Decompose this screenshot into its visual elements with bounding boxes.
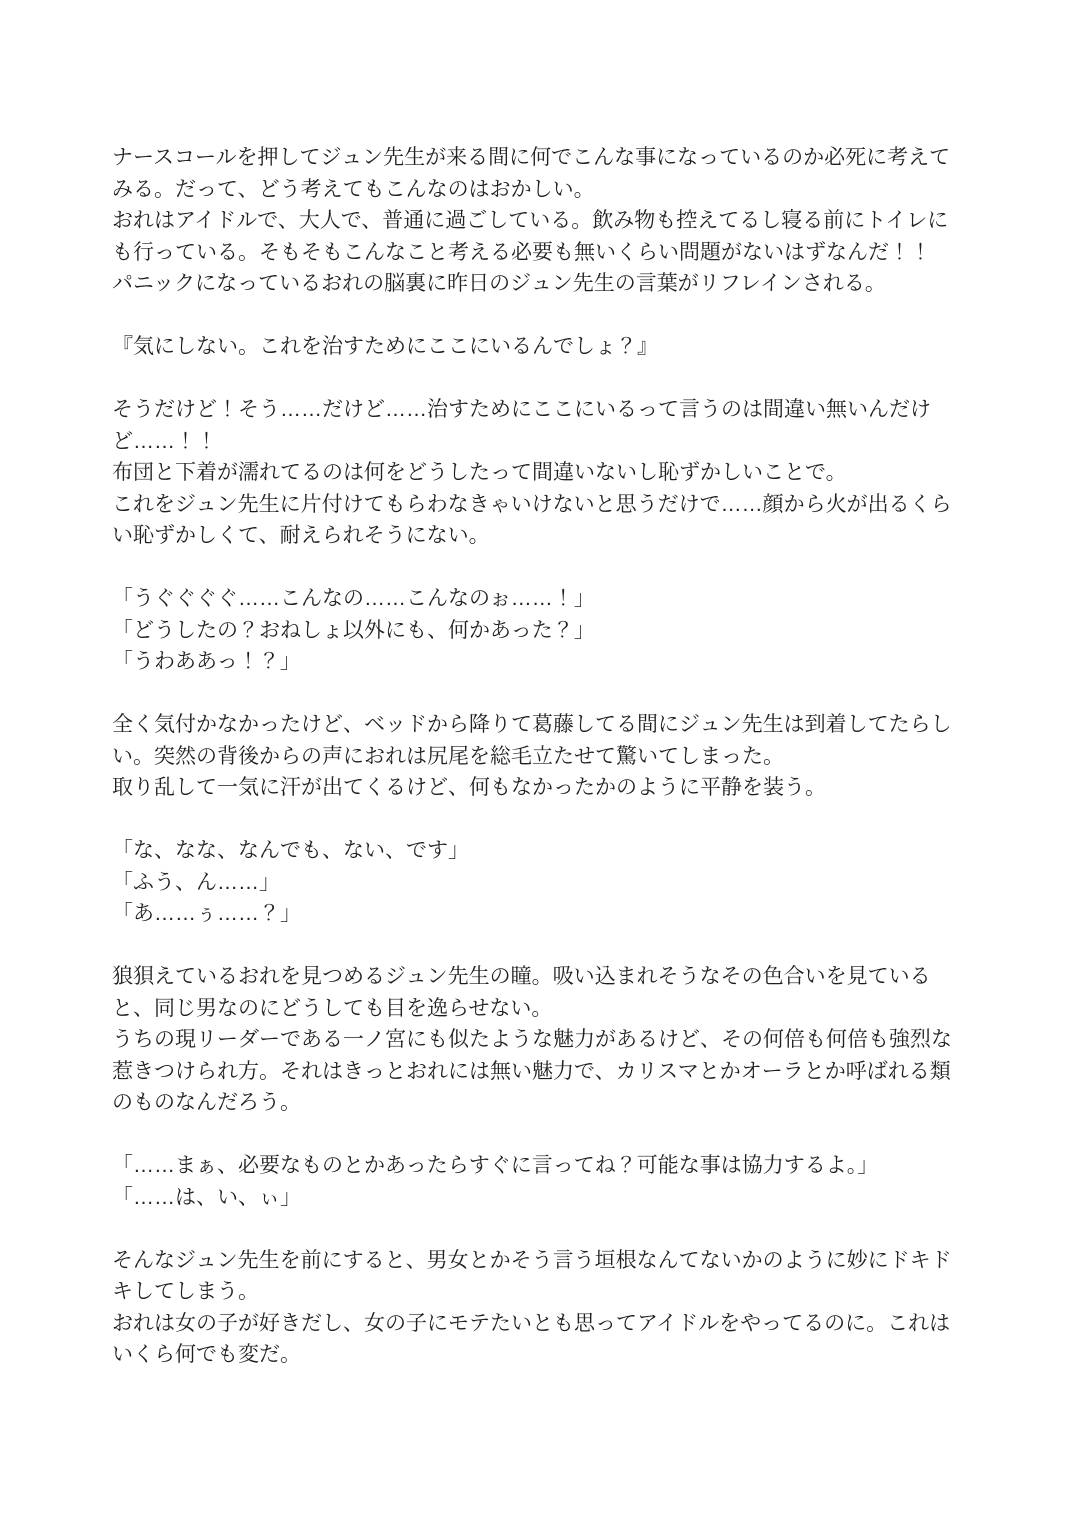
text-line: ナースコールを押してジュン先生が来る間に何でこんな事になっているのか必死に考えて bbox=[112, 146, 951, 169]
text-line: パニックになっているおれの脳裏に昨日のジュン先生の言葉がリフレインされる。 bbox=[112, 272, 886, 295]
text-line: おれはアイドルで、大人で、普通に過ごしている。飲み物も控えてるし寝る前にトイレに bbox=[112, 209, 949, 232]
text-line: 取り乱して一気に汗が出てくるけど、何もなかったかのように平静を装う。 bbox=[112, 776, 826, 799]
blank-line bbox=[112, 678, 962, 710]
text-line: そうだけど！そう……だけど……治すためにここにいるって言うのは間違い無いんだけ bbox=[112, 398, 931, 421]
blank-line bbox=[112, 1213, 962, 1245]
text-line: おれは女の子が好きだし、女の子にモテたいとも思ってアイドルをやってるのに。これは bbox=[112, 1311, 951, 1335]
text-line: い恥ずかしくて、耐えられそうにない。 bbox=[112, 524, 490, 547]
text-line: 「うぐぐぐぐ……こんなの……こんなのぉ……！」 bbox=[112, 587, 595, 610]
text-line: ど……！！ bbox=[112, 429, 217, 453]
text-line: 「あ……ぅ……？」 bbox=[112, 902, 301, 925]
text-line: 「ふう、ん……」 bbox=[112, 870, 280, 894]
blank-line bbox=[112, 552, 962, 584]
blank-line bbox=[112, 930, 962, 962]
text-line: これをジュン先生に片付けてもらわなきゃいけないと思うだけで……顔から火が出るくら bbox=[112, 492, 952, 516]
text-line: と、同じ男なのにどうしても目を逸らせない。 bbox=[112, 996, 553, 1020]
blank-line bbox=[112, 1119, 962, 1151]
story-text bbox=[112, 142, 962, 1371]
text-line: そんなジュン先生を前にすると、男女とかそう言う垣根なんてないかのように妙にドキド bbox=[112, 1248, 952, 1272]
text-line: も行っている。そもそもこんなこと考える必要も無いくらい問題がないはずなんだ！！ bbox=[112, 240, 931, 264]
text-line: 「な、なな、なんでも、ない、です」 bbox=[112, 839, 469, 862]
text-line: いくら何でも変だ。 bbox=[112, 1343, 301, 1366]
text-line: キしてしまう。 bbox=[112, 1280, 259, 1303]
blank-line bbox=[112, 300, 962, 332]
blank-line bbox=[112, 363, 962, 395]
text-line: 「うわああっ！？」 bbox=[112, 650, 301, 673]
text-line: 「どうしたの？おねしょ以外にも、何かあった？」 bbox=[112, 618, 595, 642]
text-line: みる。だって、どう考えてもこんなのはおかしい。 bbox=[112, 177, 595, 201]
text-line: 「……まぁ、必要なものとかあったらすぐに言ってね？可能な事は協力するよ。」 bbox=[112, 1154, 879, 1177]
text-line: い。突然の背後からの声におれは尻尾を総毛立たせて驚いてしまった。 bbox=[112, 744, 784, 768]
text-line: 布団と下着が濡れてるのは何をどうしたって間違いないし恥ずかしいことで。 bbox=[112, 461, 847, 484]
text-line: うちの現リーダーである一ノ宮にも似たような魅力があるけど、その何倍も何倍も強烈な bbox=[112, 1028, 952, 1051]
text-line: 「……は、い、ぃ」 bbox=[112, 1185, 301, 1209]
text-line: 惹きつけられ方。それはきっとおれには無い魅力で、カリスマとかオーラとか呼ばれる類 bbox=[112, 1059, 951, 1083]
text-line: 全く気付かなかったけど、ベッドから降りて葛藤してる間にジュン先生は到着してたらし bbox=[112, 713, 952, 736]
text-line: のものなんだろう。 bbox=[112, 1091, 301, 1114]
text-line: 『気にしない。これを治すためにここにいるんでしょ？』 bbox=[112, 335, 658, 358]
text-line: 狼狽えているおれを見つめるジュン先生の瞳。吸い込まれそうなその色合いを見ている bbox=[112, 965, 931, 988]
blank-line bbox=[112, 804, 962, 836]
